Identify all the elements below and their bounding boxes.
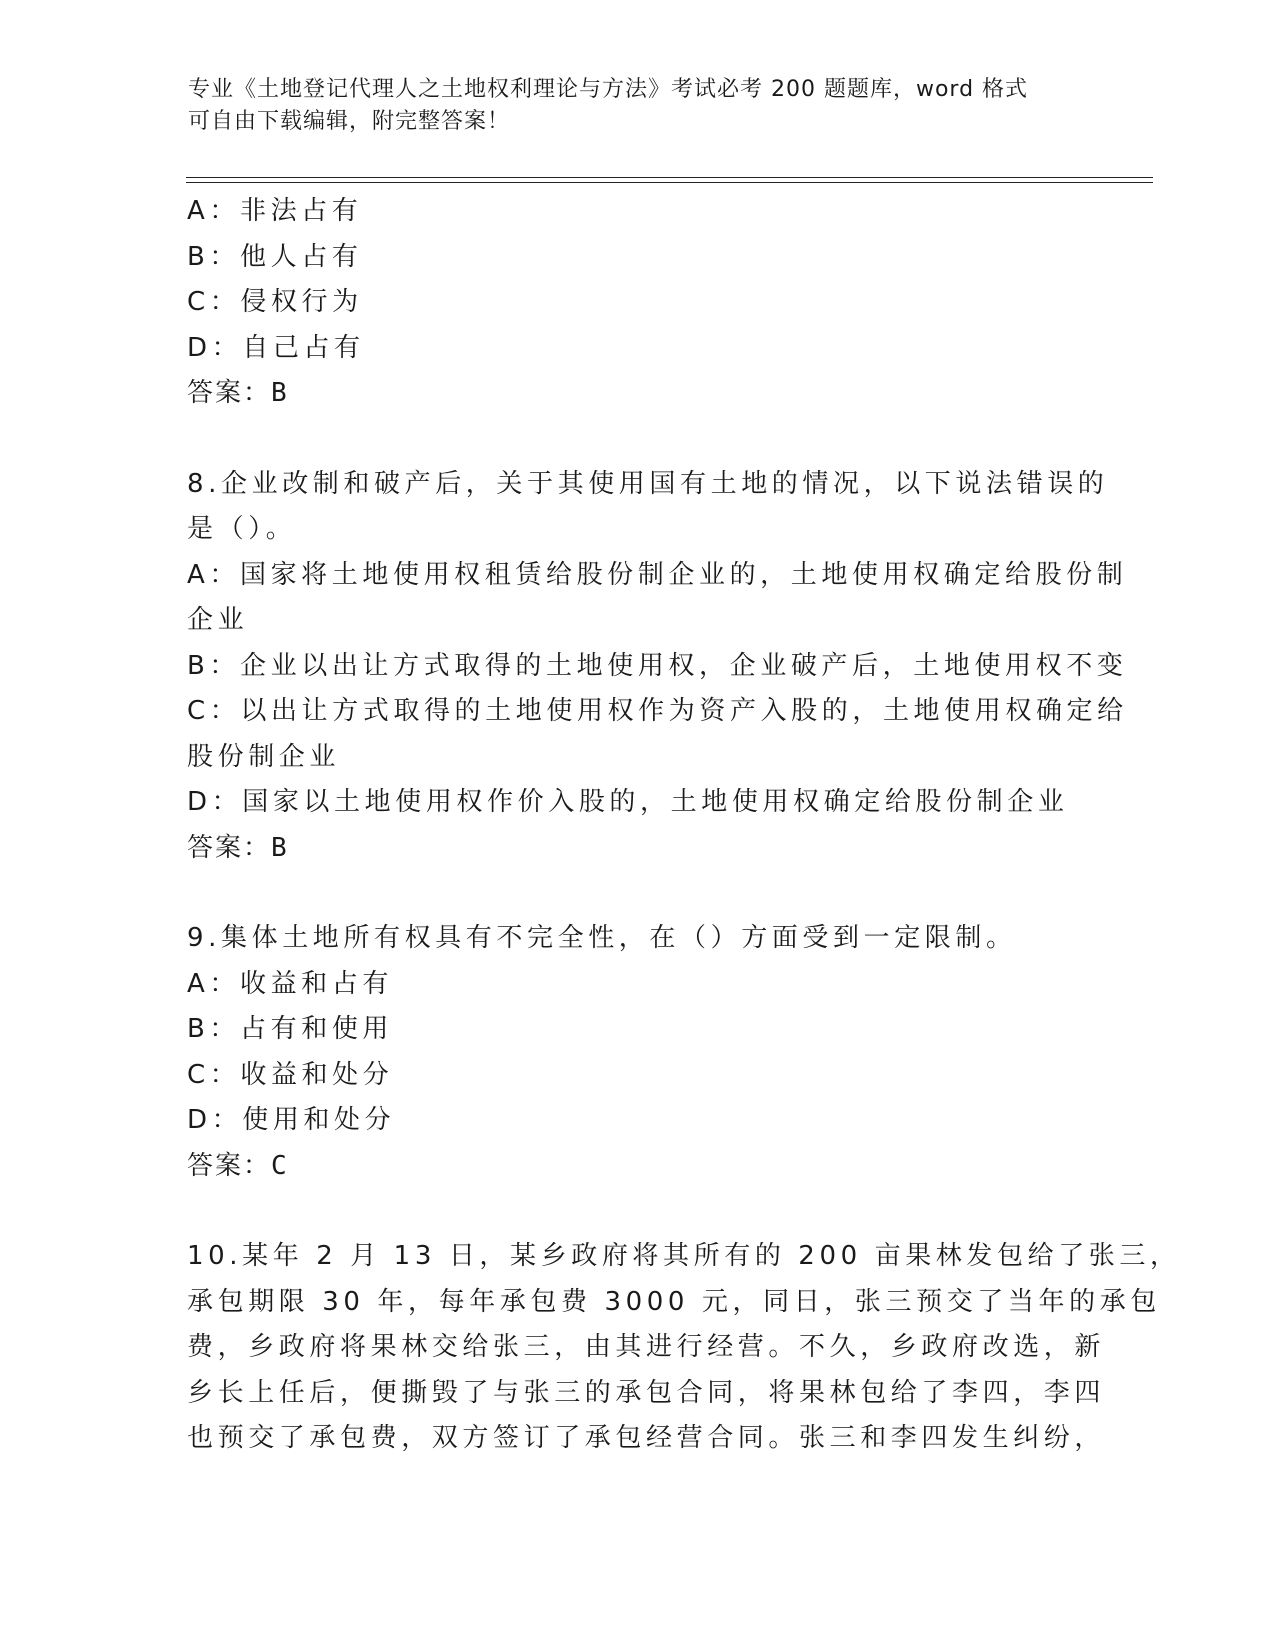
answer-label: 答案： [187, 832, 272, 863]
question-stem-line-1: 8.企业改制和破产后，关于其使用国有土地的情况，以下说法错误的 [187, 468, 1109, 499]
question-stem-line-2: 是（）。 [187, 514, 297, 544]
document-body [187, 189, 1181, 1462]
option-a: A：收益和占有 [187, 968, 393, 999]
option-d: D：使用和处分 [187, 1105, 396, 1135]
header-line-1: 专业《土地登记代理人之土地权利理论与方法》考试必考 200 题题库，word 格式 [188, 77, 1029, 102]
option-b: B：占有和使用 [187, 1014, 394, 1044]
question-7-block [187, 189, 1077, 417]
question-10-block [187, 1234, 1181, 1462]
answer-value: B [271, 832, 287, 863]
option-b: B：他人占有 [187, 241, 363, 272]
answer-label: 答案： [187, 1150, 272, 1181]
option-c: C：侵权行为 [187, 287, 363, 317]
option-a-line-1: A：国家将土地使用权租赁给股份制企业的，土地使用权确定给股份制 [187, 559, 1128, 590]
answer-line [187, 826, 1077, 872]
question-stem-line-4: 乡长上任后，便撕毁了与张三的承包合同，将果林包给了李四，李四 [187, 1377, 1106, 1408]
question-stem-line-5: 也预交了承包费，双方签订了承包经营合同。张三和李四发生纠纷， [187, 1423, 1106, 1453]
option-b: B：企业以出让方式取得的土地使用权，企业破产后，土地使用权不变 [187, 650, 1128, 681]
option-d: D：自己占有 [187, 332, 365, 363]
answer-value: C [271, 1150, 287, 1181]
question-9-block [187, 916, 1077, 1189]
question-stem-line-3: 费，乡政府将果林交给张三，由其进行经营。不久，乡政府改选，新 [187, 1332, 1106, 1362]
option-a-line-2: 企业 [187, 605, 249, 635]
document-header [188, 74, 1068, 138]
header-rule-bottom [186, 182, 1153, 183]
answer-line [187, 1144, 1077, 1190]
option-c: C：收益和处分 [187, 1059, 394, 1090]
question-stem-line-1: 10.某年 2 月 13 日，某乡政府将其所有的 200 亩果林发包给了张三， [187, 1241, 1181, 1271]
spacer [187, 1189, 1077, 1234]
question-stem: 9.集体土地所有权具有不完全性，在（）方面受到一定限制。 [187, 923, 1017, 953]
spacer [187, 871, 1077, 916]
header-rule-top [186, 177, 1153, 178]
question-stem-line-2: 承包期限 30 年，每年承包费 3000 元，同日，张三预交了当年的承包 [187, 1286, 1161, 1317]
question-8-block [187, 462, 1128, 872]
option-c-line-1: C：以出让方式取得的土地使用权作为资产入股的，土地使用权确定给 [187, 696, 1128, 726]
answer-label: 答案： [187, 378, 272, 408]
header-line-2: 可自由下载编辑，附完整答案！ [188, 109, 511, 134]
option-c-line-2: 股份制企业 [187, 741, 341, 772]
option-d: D：国家以土地使用权作价入股的，土地使用权确定给股份制企业 [187, 787, 1069, 817]
spacer [187, 417, 1077, 462]
answer-value: B [271, 378, 287, 408]
answer-line [187, 371, 1077, 417]
option-a: A：非法占有 [187, 196, 363, 226]
